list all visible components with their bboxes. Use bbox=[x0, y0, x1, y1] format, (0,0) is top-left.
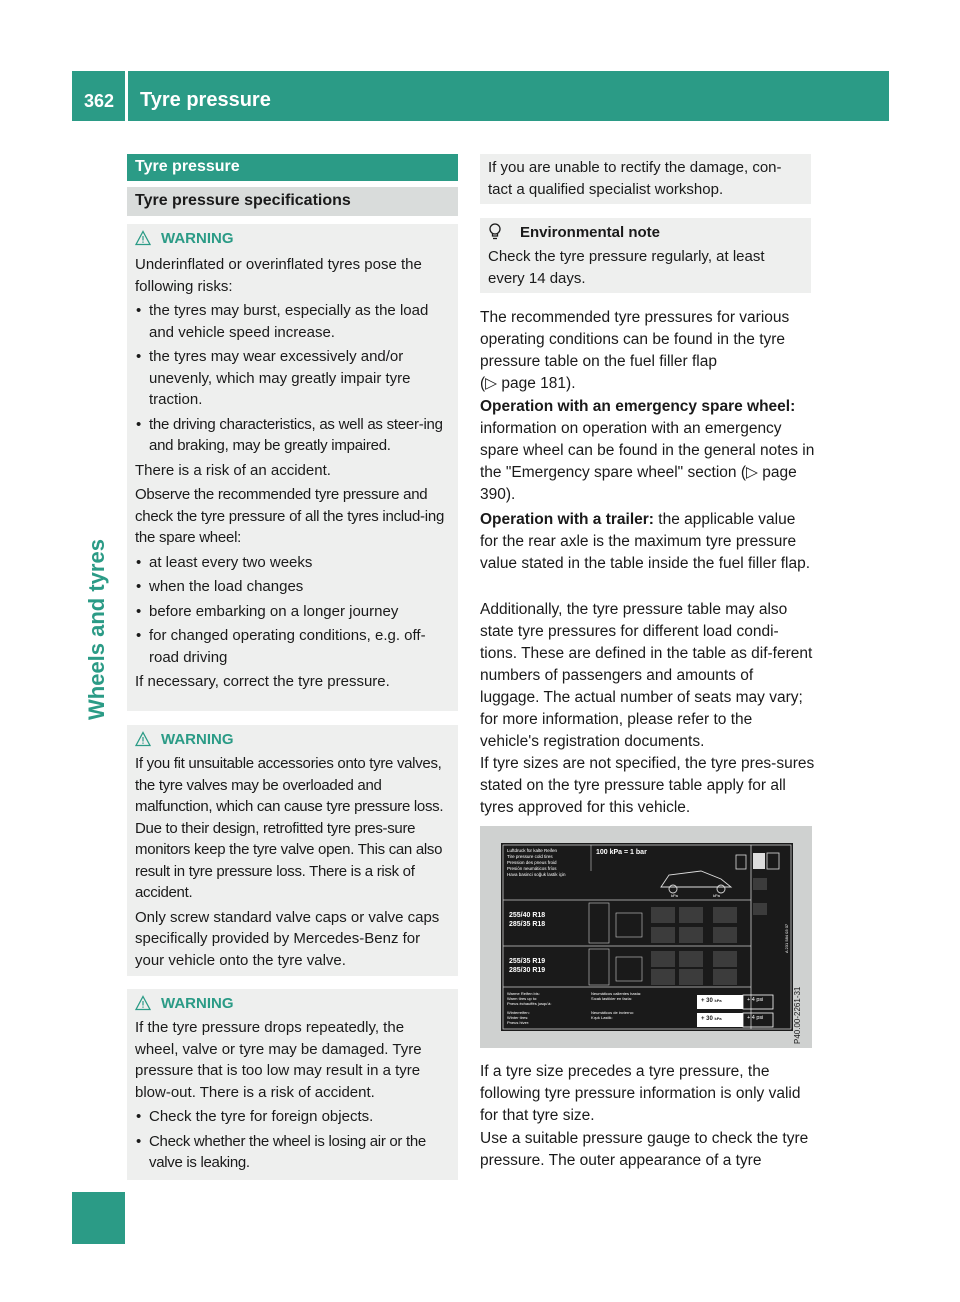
environmental-note-text: Check the tyre pressure regularly, at least every 14 days. bbox=[488, 248, 765, 287]
figure-code: P40.00-2261-31 bbox=[793, 986, 802, 1044]
label-winter-line: Pneus hiver: bbox=[507, 1020, 530, 1025]
precedes-paragraph: If a tyre size precedes a tyre pressure, the following tyre pressure information is only valid for that tyre size. bbox=[480, 1063, 801, 1124]
list-item: • Check whether the wheel is losing air or the valve is leaking. bbox=[136, 1132, 426, 1171]
list-item: • at least every two weeks bbox=[136, 553, 313, 571]
trailer-paragraph: Operation with a trailer: the applicable value for the rear axle is the maximum tyre pressure value stated in the table inside the fuel filler flap. bbox=[480, 511, 811, 572]
warning-triangle-icon bbox=[135, 995, 151, 1011]
tyre-pressure-label-figure bbox=[480, 826, 812, 1048]
warning1-observe: Observe the recommended tyre pressure and check the tyre pressure of all the tyres includ-ing the spare wheel: bbox=[135, 486, 445, 546]
label-warm-line: Warme Reifen bis: bbox=[507, 991, 540, 996]
label-winter-line: Winterreifen: bbox=[507, 1010, 530, 1015]
side-tab bbox=[84, 539, 114, 750]
label-warm-line: Warm tires up to: bbox=[507, 996, 538, 1001]
warning2-text: Only screw standard valve caps or valve caps specifically provided by Mercedes-Benz for your vehicle onto the tyre valve. bbox=[135, 908, 440, 969]
label-psi: + 4 psi bbox=[747, 997, 764, 1003]
warning3-text: If the tyre pressure drops repeatedly, the wheel, valve or tyre may be damaged. Tyre pressure that is too low may result in a tyre blow-out. There is a risk of accident. bbox=[135, 1019, 422, 1101]
sizes-paragraph: If tyre sizes are not specified, the tyre pres-sures stated on the tyre pressure table apply for all tyres approved for this vehicle. bbox=[480, 755, 815, 816]
warning-box-2 bbox=[127, 725, 458, 976]
side-tab-block bbox=[72, 1192, 125, 1244]
side-tab-label: Wheels and tyres bbox=[84, 539, 109, 720]
header-divider bbox=[125, 71, 128, 121]
warning1-correct: If necessary, correct the tyre pressure. bbox=[135, 673, 390, 690]
warning1-risk: There is a risk of an accident. bbox=[135, 461, 331, 479]
warning-title: WARNING bbox=[135, 727, 450, 751]
warning2-text: If you fit unsuitable accessories onto tyre valves, the tyre valves may be overloaded and malfunction, which can cause tyre pressure loss. Due to their design, retrofitted tyre pres-sure monitors keep the tyre valve open. This can also result in tyre pressure loss. There is a risk of accident. bbox=[135, 755, 444, 901]
list-item: • before embarking on a longer journey bbox=[136, 602, 399, 620]
warning-title: WARNING bbox=[135, 991, 450, 1015]
environmental-note-box bbox=[480, 218, 811, 293]
label-heading-line: Pression des pneus froid bbox=[507, 860, 557, 865]
label-kpa-header: kPa bbox=[671, 893, 678, 898]
label-tyre-size: 285/35 R18 bbox=[509, 921, 546, 928]
page-number: 362 bbox=[84, 91, 115, 111]
tyre-pressure-label bbox=[501, 843, 793, 1031]
label-psi: + 4 psi bbox=[747, 1015, 764, 1021]
label-warm-line: Sıcak lastikler en fazla: bbox=[591, 996, 632, 1001]
list-item: • Check the tyre for foreign objects. bbox=[136, 1108, 374, 1125]
section-title: Tyre pressure bbox=[127, 154, 458, 181]
list-item: • for changed operating conditions, e.g. off-road driving bbox=[136, 627, 426, 666]
label-plus-value: + 30 kPa bbox=[701, 1016, 722, 1022]
label-tyre-size: 285/30 R19 bbox=[509, 967, 546, 974]
warning-triangle-icon bbox=[135, 731, 151, 747]
label-tyre-size: 255/40 R18 bbox=[509, 912, 546, 919]
label-heading-line: Hava basinci soğuk lastik için bbox=[507, 872, 566, 877]
warning-box-3 bbox=[127, 989, 458, 1180]
label-kpa-header: kPa bbox=[713, 893, 720, 898]
warning-title: WARNING bbox=[135, 226, 450, 250]
label-tyre-size: 255/35 R19 bbox=[509, 958, 546, 965]
emergency-paragraph: Operation with an emergency spare wheel: information on operation with an emergency spare wheel can be found in the general notes in the "Emergency spare wheel" section (▷ page 390). bbox=[480, 398, 815, 503]
gauge-paragraph: Use a suitable pressure gauge to check the tyre pressure. The outer appearance of a tyre bbox=[480, 1130, 809, 1169]
label-heading-line: Tire pressure cold tires bbox=[507, 854, 553, 859]
list-item: • the driving characteristics, as well as steer-ing and braking, may be greatly impaired. bbox=[136, 415, 443, 454]
label-winter-line: Kışık Lastik: bbox=[591, 1015, 613, 1020]
list-item: • the tyres may wear excessively and/or unevenly, which may greatly impair tyre traction. bbox=[136, 348, 411, 408]
label-winter-line: Neumáticos de invierno: bbox=[591, 1010, 634, 1015]
list-item: • when the load changes bbox=[136, 578, 304, 595]
label-warm-line: Neumáticos calientes hasta: bbox=[591, 991, 642, 996]
label-side-code: A 231 584 03 07 bbox=[784, 923, 789, 953]
warning-box-1 bbox=[127, 224, 458, 711]
warning1-intro: Underinflated or overinflated tyres pose the following risks: bbox=[135, 256, 422, 295]
label-warm-line: Pneus échauffés jusqu'à: bbox=[507, 1001, 552, 1006]
label-unit: 100 kPa = 1 bar bbox=[596, 849, 647, 856]
label-heading-line: Luftdruck für kalte Reifen bbox=[507, 848, 558, 853]
subsection-title: Tyre pressure specifications bbox=[127, 187, 458, 216]
recommended-paragraph: The recommended tyre pressures for various operating conditions can be found in the tyre pressure table on the fuel filler flap (▷ page 181). bbox=[480, 309, 790, 392]
label-plus-value: + 30 kPa bbox=[701, 998, 722, 1004]
environmental-note-title: Environmental note bbox=[488, 220, 803, 244]
label-heading-line: Presión neumáticos fríos bbox=[507, 866, 557, 871]
chapter-title: Tyre pressure bbox=[140, 89, 271, 111]
lightbulb-icon bbox=[488, 223, 502, 241]
warning-triangle-icon bbox=[135, 230, 151, 246]
damage-note-box: If you are unable to rectify the damage, con-tact a qualified specialist workshop. bbox=[480, 154, 811, 204]
list-item: • the tyres may burst, especially as the load and vehicle speed increase. bbox=[136, 302, 429, 341]
additionally-paragraph: Additionally, the tyre pressure table may also state tyre pressures for different load condi-tions. These are defined in the table as dif-ferent numbers of passengers and amounts of luggage. The actual number of seats may vary; for more information, please refer to the vehicle's registration documents. bbox=[480, 601, 813, 750]
label-winter-line: Winter tires: bbox=[507, 1015, 529, 1020]
